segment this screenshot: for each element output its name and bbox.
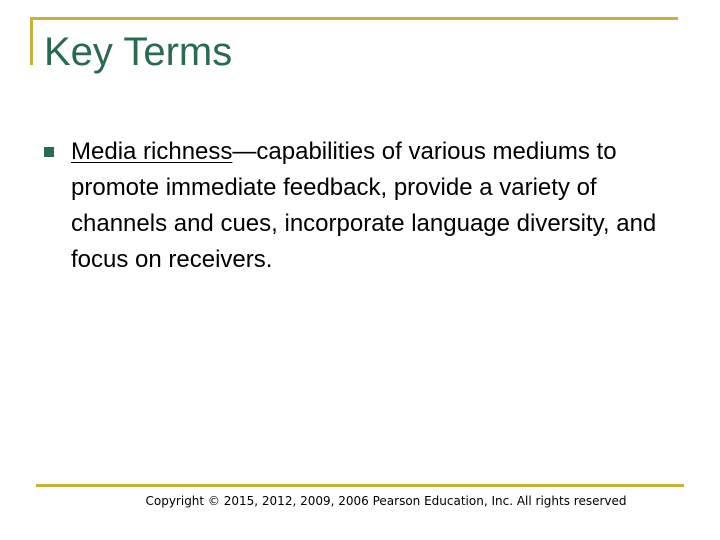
title-frame-left-line (30, 17, 33, 65)
footer-divider-line (36, 484, 684, 487)
bullet-text (71, 134, 671, 278)
slide-title: Key Terms (44, 30, 233, 74)
square-bullet-icon (44, 147, 54, 157)
title-frame-top-line (30, 17, 678, 20)
term-definition: —capabilities of various mediums to promote immediate feedback, provide a variety of channels and cues, incorporate language diversity, and focus on receivers. (71, 138, 657, 273)
copyright-footer: Copyright © 2015, 2012, 2009, 2006 Pearson Education, Inc. All rights reserved (145, 494, 627, 508)
key-term: Media richness (71, 138, 233, 165)
